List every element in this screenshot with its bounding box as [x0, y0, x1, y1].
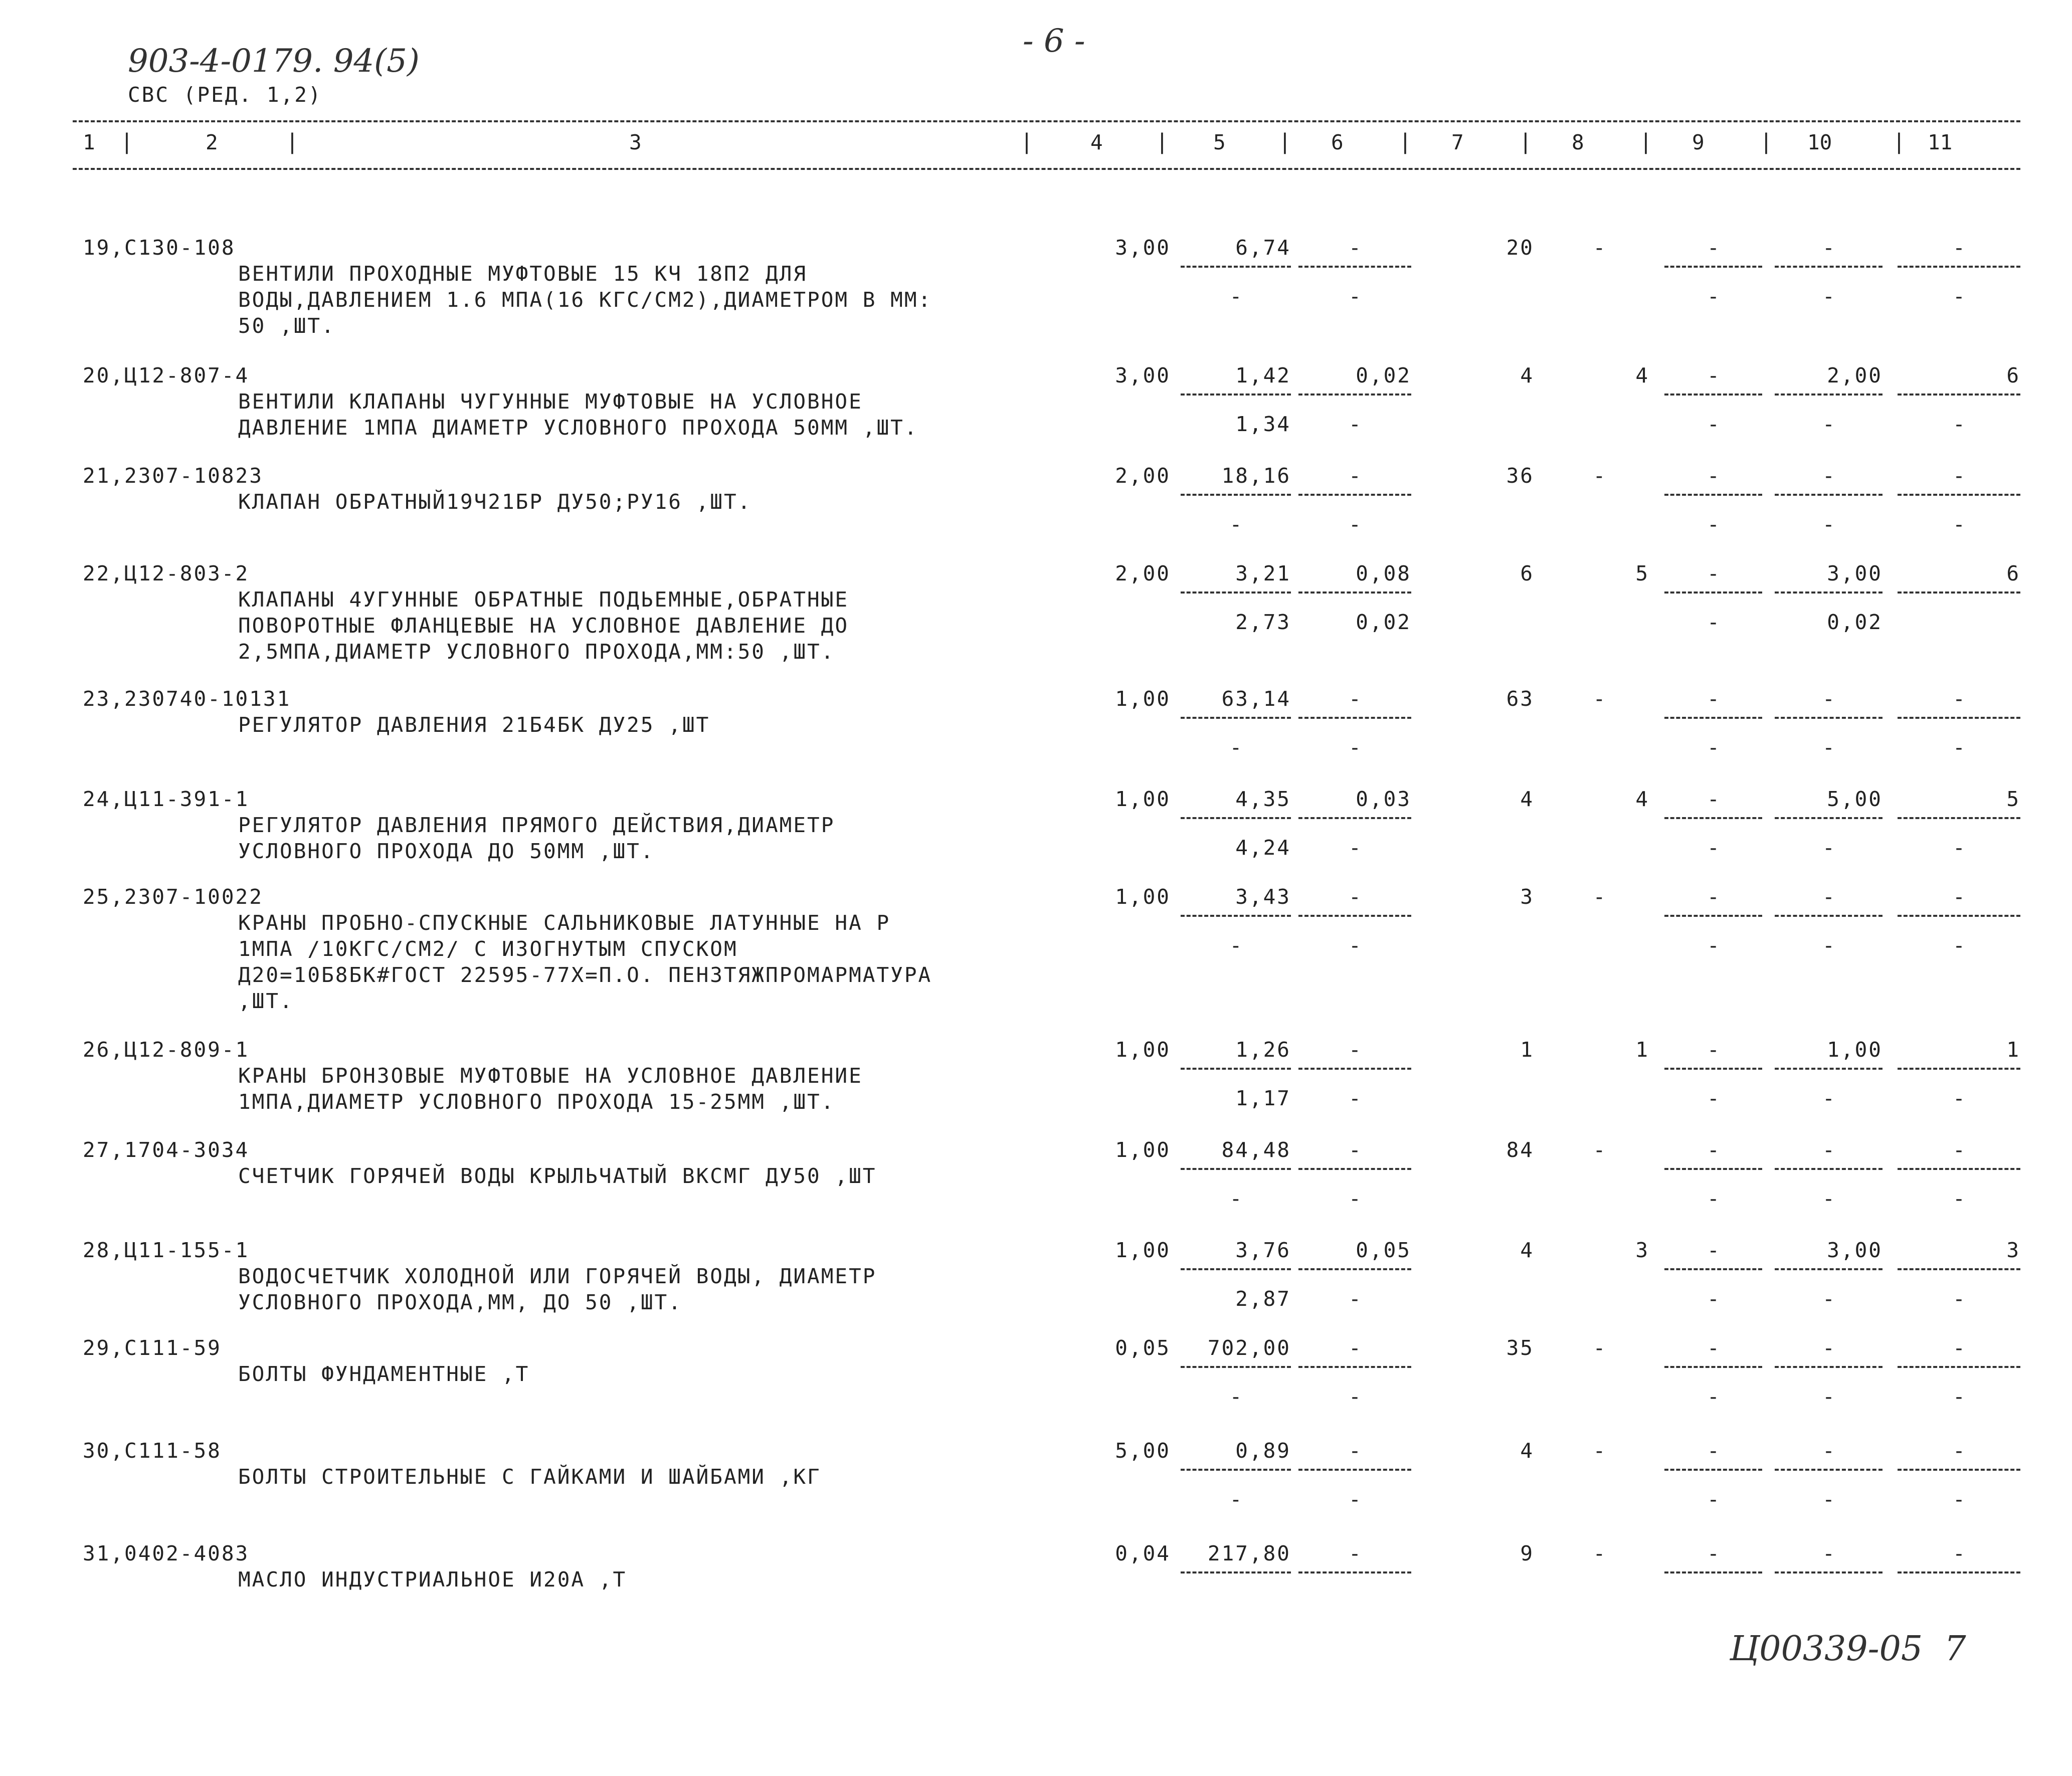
cell-col9: -: [1707, 1038, 1720, 1062]
item-description-line: КЛАПАНЫ 4УГУННЫЕ ОБРАТНЫЕ ПОДЬЕМНЫЕ,ОБРАТНЫЕ: [238, 587, 849, 612]
cell-unit-cost: 3,21: [1235, 561, 1291, 585]
cell-col9-sub: -: [1707, 284, 1720, 308]
cell-col9-sub: -: [1707, 735, 1720, 759]
cell-col10-sub: -: [1822, 1487, 1835, 1511]
cell-col10: -: [1822, 687, 1835, 711]
cell-quantity: 1,00: [1115, 687, 1171, 711]
cell-divider-line: [1898, 266, 2020, 268]
cell-divider-line: [1898, 1168, 2020, 1170]
cell-divider-line: [1181, 1469, 1291, 1471]
cell-unit-cost-sub: -: [1229, 284, 1242, 308]
cell-divider-line: [1775, 1068, 1882, 1070]
cell-unit-cost-sub: 4,24: [1235, 836, 1291, 860]
cell-col6: -: [1349, 236, 1361, 260]
cell-unit-cost: 1,26: [1235, 1038, 1291, 1062]
cell-divider-line: [1898, 915, 2020, 917]
cell-col11: -: [1953, 464, 1965, 488]
cell-quantity: 1,00: [1115, 787, 1171, 811]
item-description-line: КРАНЫ БРОНЗОВЫЕ МУФТОВЫЕ НА УСЛОВНОЕ ДАВЛЕНИЕ: [238, 1064, 863, 1088]
cell-divider-line: [1298, 1571, 1411, 1573]
cell-divider-line: [1298, 915, 1411, 917]
cell-col10: -: [1822, 1138, 1835, 1162]
cell-divider-line: [1898, 591, 2020, 594]
cell-unit-cost: 1,42: [1235, 363, 1291, 387]
item-description-line: БОЛТЫ ФУНДАМЕНТНЫЕ ,Т: [238, 1362, 530, 1386]
item-description-line: БОЛТЫ СТРОИТЕЛЬНЫЕ С ГАЙКАМИ И ШАЙБАМИ ,КГ: [238, 1465, 821, 1489]
cell-col10-sub: -: [1822, 1287, 1835, 1311]
cell-col9-sub: -: [1707, 512, 1720, 536]
cell-divider-line: [1898, 1366, 2020, 1368]
cell-col6: -: [1349, 885, 1361, 909]
cell-col10: -: [1822, 885, 1835, 909]
cell-unit-cost-sub: 2,87: [1235, 1287, 1291, 1311]
cell-col9-sub: -: [1707, 933, 1720, 957]
cell-quantity: 2,00: [1115, 464, 1171, 488]
cell-col9: -: [1707, 1138, 1720, 1162]
item-description-line: 1МПА /10КГС/СМ2/ С ИЗОГНУТЫМ СПУСКОМ: [238, 937, 738, 961]
item-code: 21,2307-10823: [83, 464, 263, 488]
cell-col11-sub: -: [1953, 512, 1965, 536]
cell-col10: -: [1822, 464, 1835, 488]
cell-total: 35: [1506, 1336, 1534, 1360]
cell-unit-cost-sub: -: [1229, 1385, 1242, 1409]
cell-divider-line: [1775, 1366, 1882, 1368]
cell-col9: -: [1707, 1439, 1720, 1463]
item-code: 26,Ц12-809-1: [83, 1038, 250, 1062]
cell-quantity: 1,00: [1115, 1138, 1171, 1162]
cell-col9: -: [1707, 687, 1720, 711]
cell-col6-sub: -: [1349, 1487, 1361, 1511]
item-description-line: ВОДЫ,ДАВЛЕНИЕМ 1.6 МПА(16 КГС/СМ2),ДИАМЕТРОМ В ММ:: [238, 288, 932, 312]
cell-col11-sub: -: [1953, 412, 1965, 436]
column-separator: |: [1639, 129, 1652, 154]
cell-divider-line: [1898, 494, 2020, 496]
cell-divider-line: [1775, 817, 1882, 819]
cell-col11-sub: -: [1953, 1086, 1965, 1110]
cell-col6: 0,03: [1356, 787, 1411, 811]
cell-col6: -: [1349, 1038, 1361, 1062]
cell-divider-line: [1181, 266, 1291, 268]
cell-col10-sub: -: [1822, 284, 1835, 308]
cell-col8: 1: [1635, 1038, 1649, 1062]
cell-col6: 0,08: [1356, 561, 1411, 585]
cell-col11: -: [1953, 1541, 1965, 1565]
cell-col11: 3: [2006, 1238, 2020, 1262]
item-description-line: 50 ,ШТ.: [238, 314, 335, 338]
cell-divider-line: [1181, 1366, 1291, 1368]
cell-divider-line: [1898, 1571, 2020, 1573]
cell-unit-cost: 18,16: [1221, 464, 1291, 488]
cell-col9-sub: -: [1707, 1187, 1720, 1211]
column-header-7: 7: [1451, 130, 1464, 154]
cell-col8: 5: [1635, 561, 1649, 585]
column-separator: |: [1156, 129, 1169, 154]
doc-code: 903-4-0179. 94(5): [128, 43, 420, 80]
cell-unit-cost: 63,14: [1221, 687, 1291, 711]
cell-divider-line: [1664, 717, 1762, 719]
cell-divider-line: [1181, 915, 1291, 917]
cell-divider-line: [1775, 1469, 1882, 1471]
cell-col8: -: [1593, 885, 1606, 909]
item-description-line: РЕГУЛЯТОР ДАВЛЕНИЯ ПРЯМОГО ДЕЙСТВИЯ,ДИАМЕТР: [238, 813, 835, 837]
cell-col10-sub: -: [1822, 412, 1835, 436]
cell-quantity: 5,00: [1115, 1439, 1171, 1463]
cell-col10: 3,00: [1827, 561, 1882, 585]
cell-col9-sub: -: [1707, 1487, 1720, 1511]
cell-divider-line: [1898, 717, 2020, 719]
cell-divider-line: [1775, 494, 1882, 496]
item-code: 28,Ц11-155-1: [83, 1238, 250, 1262]
cell-quantity: 1,00: [1115, 1238, 1171, 1262]
cell-col6: 0,02: [1356, 363, 1411, 387]
cell-divider-line: [1298, 817, 1411, 819]
edition-label: СВС (РЕД. 1,2): [128, 83, 322, 107]
cell-unit-cost-sub: -: [1229, 933, 1242, 957]
item-description-line: МАСЛО ИНДУСТРИАЛЬНОЕ И20А ,Т: [238, 1567, 627, 1592]
cell-col6-sub: 0,02: [1356, 610, 1411, 634]
cell-col8: -: [1593, 687, 1606, 711]
item-description-line: ВЕНТИЛИ КЛАПАНЫ ЧУГУННЫЕ МУФТОВЫЕ НА УСЛОВНОЕ: [238, 389, 863, 414]
cell-col11: 5: [2006, 787, 2020, 811]
cell-col8: -: [1593, 1138, 1606, 1162]
cell-col11: -: [1953, 885, 1965, 909]
item-description-line: ПОВОРОТНЫЕ ФЛАНЦЕВЫЕ НА УСЛОВНОЕ ДАВЛЕНИЕ ДО: [238, 614, 849, 638]
column-header-2: 2: [206, 130, 218, 154]
cell-col6-sub: -: [1349, 735, 1361, 759]
cell-unit-cost: 3,76: [1235, 1238, 1291, 1262]
sheet-stamp: Ц00339-05 7: [1730, 1629, 1966, 1669]
cell-col9: -: [1707, 1336, 1720, 1360]
item-description-line: РЕГУЛЯТОР ДАВЛЕНИЯ 21Б4БК ДУ25 ,ШТ: [238, 713, 710, 737]
cell-unit-cost-sub: 2,73: [1235, 610, 1291, 634]
cell-col8: 4: [1635, 787, 1649, 811]
cell-col8: -: [1593, 1541, 1606, 1565]
cell-divider-line: [1664, 393, 1762, 396]
column-separator: |: [1519, 129, 1532, 154]
cell-col11-sub: -: [1953, 836, 1965, 860]
cell-quantity: 3,00: [1115, 236, 1171, 260]
cell-total: 1: [1520, 1038, 1534, 1062]
cell-col8: -: [1593, 464, 1606, 488]
cell-total: 4: [1520, 1238, 1534, 1262]
cell-col9-sub: -: [1707, 412, 1720, 436]
cell-col6-sub: -: [1349, 836, 1361, 860]
page-number: - 6 -: [1023, 23, 1085, 60]
item-code: 29,С111-59: [83, 1336, 222, 1360]
cell-col6-sub: -: [1349, 1385, 1361, 1409]
column-separator: |: [1893, 129, 1906, 154]
cell-total: 6: [1520, 561, 1534, 585]
column-header-9: 9: [1692, 130, 1705, 154]
cell-col11: -: [1953, 1138, 1965, 1162]
cell-col11: 6: [2006, 363, 2020, 387]
column-separator: |: [120, 129, 133, 154]
cell-unit-cost-sub: -: [1229, 512, 1242, 536]
cell-col9-sub: -: [1707, 1287, 1720, 1311]
column-header-6: 6: [1331, 130, 1344, 154]
cell-divider-line: [1664, 1571, 1762, 1573]
cell-col9: -: [1707, 561, 1720, 585]
cell-total: 4: [1520, 1439, 1534, 1463]
cell-divider-line: [1298, 266, 1411, 268]
cell-unit-cost: 217,80: [1207, 1541, 1291, 1565]
cell-divider-line: [1898, 1469, 2020, 1471]
cell-col9: -: [1707, 363, 1720, 387]
cell-col8: 3: [1635, 1238, 1649, 1262]
cell-col11-sub: -: [1953, 1287, 1965, 1311]
cell-divider-line: [1775, 1168, 1882, 1170]
cell-total: 36: [1506, 464, 1534, 488]
item-description-line: ДАВЛЕНИЕ 1МПА ДИАМЕТР УСЛОВНОГО ПРОХОДА 50ММ ,ШТ.: [238, 416, 918, 440]
cell-col9: -: [1707, 236, 1720, 260]
cell-col11-sub: -: [1953, 933, 1965, 957]
cell-divider-line: [1181, 1168, 1291, 1170]
cell-divider-line: [1898, 1068, 2020, 1070]
cell-col8: -: [1593, 1336, 1606, 1360]
cell-col10-sub: -: [1822, 735, 1835, 759]
item-code: 20,Ц12-807-4: [83, 363, 250, 387]
cell-divider-line: [1898, 817, 2020, 819]
cell-unit-cost-sub: 1,17: [1235, 1086, 1291, 1110]
cell-col11: -: [1953, 1439, 1965, 1463]
cell-divider-line: [1664, 591, 1762, 594]
cell-divider-line: [1664, 1068, 1762, 1070]
cell-unit-cost-sub: -: [1229, 1487, 1242, 1511]
cell-col6-sub: -: [1349, 512, 1361, 536]
cell-divider-line: [1775, 591, 1882, 594]
cell-divider-line: [1775, 266, 1882, 268]
cell-col11-sub: -: [1953, 1187, 1965, 1211]
item-code: 23,230740-10131: [83, 687, 291, 711]
cell-divider-line: [1775, 717, 1882, 719]
cell-col11-sub: -: [1953, 1487, 1965, 1511]
cell-col9: -: [1707, 1541, 1720, 1565]
cell-col9: -: [1707, 787, 1720, 811]
cell-col8: -: [1593, 1439, 1606, 1463]
cell-col10-sub: -: [1822, 512, 1835, 536]
cell-total: 9: [1520, 1541, 1534, 1565]
cell-divider-line: [1664, 1469, 1762, 1471]
cell-divider-line: [1298, 494, 1411, 496]
cell-col11: -: [1953, 1336, 1965, 1360]
cell-col10: -: [1822, 236, 1835, 260]
item-code: 31,0402-4083: [83, 1541, 250, 1565]
item-description-line: КЛАПАН ОБРАТНЫЙ19Ч21БР ДУ50;РУ16 ,ШТ.: [238, 490, 752, 514]
cell-total: 4: [1520, 363, 1534, 387]
cell-col10: -: [1822, 1439, 1835, 1463]
cell-divider-line: [1775, 1571, 1882, 1573]
cell-col10: 5,00: [1827, 787, 1882, 811]
column-header-8: 8: [1572, 130, 1584, 154]
cell-divider-line: [1664, 1366, 1762, 1368]
cell-divider-line: [1898, 393, 2020, 396]
cell-col11: -: [1953, 236, 1965, 260]
cell-total: 63: [1506, 687, 1534, 711]
item-description-line: ВЕНТИЛИ ПРОХОДНЫЕ МУФТОВЫЕ 15 КЧ 18П2 ДЛЯ: [238, 262, 808, 286]
cell-total: 84: [1506, 1138, 1534, 1162]
cell-col9-sub: -: [1707, 836, 1720, 860]
cell-quantity: 1,00: [1115, 885, 1171, 909]
cell-divider-line: [1181, 393, 1291, 396]
cell-col10-sub: -: [1822, 933, 1835, 957]
cell-divider-line: [1664, 1268, 1762, 1270]
cell-divider-line: [1664, 494, 1762, 496]
cell-quantity: 0,04: [1115, 1541, 1171, 1565]
cell-col6-sub: -: [1349, 1187, 1361, 1211]
cell-col6: -: [1349, 1336, 1361, 1360]
cell-col9-sub: -: [1707, 1086, 1720, 1110]
cell-unit-cost: 0,89: [1235, 1439, 1291, 1463]
cell-col6: -: [1349, 1439, 1361, 1463]
cell-quantity: 3,00: [1115, 363, 1171, 387]
cell-unit-cost: 3,43: [1235, 885, 1291, 909]
item-description-line: ,ШТ.: [238, 989, 294, 1013]
cell-unit-cost: 84,48: [1221, 1138, 1291, 1162]
cell-col9: -: [1707, 464, 1720, 488]
cell-col10: 1,00: [1827, 1038, 1882, 1062]
cell-divider-line: [1181, 1068, 1291, 1070]
column-header-10: 10: [1807, 130, 1832, 154]
cell-unit-cost: 4,35: [1235, 787, 1291, 811]
cell-divider-line: [1775, 393, 1882, 396]
cell-col8: 4: [1635, 363, 1649, 387]
cell-divider-line: [1298, 1068, 1411, 1070]
cell-col6-sub: -: [1349, 1086, 1361, 1110]
item-description-line: УСЛОВНОГО ПРОХОДА,ММ, ДО 50 ,ШТ.: [238, 1290, 682, 1314]
cell-col10: 2,00: [1827, 363, 1882, 387]
cell-col10-sub: -: [1822, 1385, 1835, 1409]
cell-col10-sub: -: [1822, 1187, 1835, 1211]
cell-col6-sub: -: [1349, 412, 1361, 436]
cell-quantity: 2,00: [1115, 561, 1171, 585]
cell-col6-sub: -: [1349, 933, 1361, 957]
column-separator: |: [1399, 129, 1412, 154]
cell-col11-sub: -: [1953, 284, 1965, 308]
cell-divider-line: [1181, 494, 1291, 496]
item-code: 24,Ц11-391-1: [83, 787, 250, 811]
column-separator: |: [1020, 129, 1033, 154]
cell-col10: 3,00: [1827, 1238, 1882, 1262]
item-code: 25,2307-10022: [83, 885, 263, 909]
cell-col6: -: [1349, 687, 1361, 711]
cell-col6: 0,05: [1356, 1238, 1411, 1262]
item-description-line: УСЛОВНОГО ПРОХОДА ДО 50ММ ,ШТ.: [238, 839, 655, 863]
cell-unit-cost: 6,74: [1235, 236, 1291, 260]
cell-col10-sub: 0,02: [1827, 610, 1882, 634]
cell-col10: -: [1822, 1336, 1835, 1360]
column-header-11: 11: [1928, 130, 1953, 154]
cell-col6: -: [1349, 1138, 1361, 1162]
cell-total: 4: [1520, 787, 1534, 811]
item-code: 22,Ц12-803-2: [83, 561, 250, 585]
cell-unit-cost-sub: 1,34: [1235, 412, 1291, 436]
cell-divider-line: [1898, 1268, 2020, 1270]
header-top-rule: [73, 120, 2020, 122]
cell-unit-cost: 702,00: [1207, 1336, 1291, 1360]
item-description-line: 2,5МПА,ДИАМЕТР УСЛОВНОГО ПРОХОДА,ММ:50 ,ШТ.: [238, 640, 835, 664]
cell-col11-sub: -: [1953, 1385, 1965, 1409]
column-header-1: 1: [83, 130, 95, 154]
cell-col8: -: [1593, 236, 1606, 260]
item-description-line: ВОДОСЧЕТЧИК ХОЛОДНОЙ ИЛИ ГОРЯЧЕЙ ВОДЫ, ДИАМЕТР: [238, 1264, 877, 1288]
item-description-line: СЧЕТЧИК ГОРЯЧЕЙ ВОДЫ КРЫЛЬЧАТЫЙ ВКСМГ ДУ50 ,ШТ: [238, 1164, 877, 1188]
cell-col10-sub: -: [1822, 1086, 1835, 1110]
header-bottom-rule: [73, 168, 2020, 170]
cell-divider-line: [1181, 591, 1291, 594]
cell-divider-line: [1181, 1268, 1291, 1270]
cell-total: 3: [1520, 885, 1534, 909]
cell-col6-sub: -: [1349, 284, 1361, 308]
cell-divider-line: [1181, 817, 1291, 819]
cell-divider-line: [1298, 1469, 1411, 1471]
cell-unit-cost-sub: -: [1229, 1187, 1242, 1211]
cell-divider-line: [1298, 1366, 1411, 1368]
cell-divider-line: [1181, 717, 1291, 719]
cell-divider-line: [1181, 1571, 1291, 1573]
column-header-5: 5: [1213, 130, 1226, 154]
item-description-line: 1МПА,ДИАМЕТР УСЛОВНОГО ПРОХОДА 15-25ММ ,ШТ.: [238, 1090, 835, 1114]
cell-divider-line: [1775, 915, 1882, 917]
cell-divider-line: [1298, 591, 1411, 594]
cell-divider-line: [1298, 393, 1411, 396]
cell-col6: -: [1349, 464, 1361, 488]
cell-col10: -: [1822, 1541, 1835, 1565]
cell-divider-line: [1775, 1268, 1882, 1270]
item-code: 30,С111-58: [83, 1439, 222, 1463]
column-separator: |: [286, 129, 299, 154]
column-header-4: 4: [1090, 130, 1103, 154]
cell-divider-line: [1298, 1168, 1411, 1170]
cell-col11: 1: [2006, 1038, 2020, 1062]
cell-divider-line: [1664, 915, 1762, 917]
item-code: 19,С130-108: [83, 236, 236, 260]
cell-col11: 6: [2006, 561, 2020, 585]
cell-col11-sub: -: [1953, 735, 1965, 759]
cell-unit-cost-sub: -: [1229, 735, 1242, 759]
cell-col10-sub: -: [1822, 836, 1835, 860]
cell-divider-line: [1664, 817, 1762, 819]
column-header-3: 3: [629, 130, 642, 154]
cell-col9-sub: -: [1707, 610, 1720, 634]
column-separator: |: [1278, 129, 1291, 154]
cell-col9: -: [1707, 1238, 1720, 1262]
item-description-line: КРАНЫ ПРОБНО-СПУСКНЫЕ САЛЬНИКОВЫЕ ЛАТУННЫЕ НА Р: [238, 911, 891, 935]
column-separator: |: [1760, 129, 1773, 154]
cell-col9-sub: -: [1707, 1385, 1720, 1409]
cell-divider-line: [1664, 266, 1762, 268]
cell-col9: -: [1707, 885, 1720, 909]
cell-divider-line: [1298, 1268, 1411, 1270]
item-code: 27,1704-3034: [83, 1138, 250, 1162]
cell-divider-line: [1298, 717, 1411, 719]
cell-col6: -: [1349, 1541, 1361, 1565]
cell-col6-sub: -: [1349, 1287, 1361, 1311]
item-description-line: Д20=10Б8БК#ГОСТ 22595-77Х=П.О. ПЕНЗТЯЖПРОМАРМАТУРА: [238, 963, 932, 987]
cell-total: 20: [1506, 236, 1534, 260]
cell-quantity: 0,05: [1115, 1336, 1171, 1360]
cell-col11: -: [1953, 687, 1965, 711]
cell-divider-line: [1664, 1168, 1762, 1170]
cell-quantity: 1,00: [1115, 1038, 1171, 1062]
